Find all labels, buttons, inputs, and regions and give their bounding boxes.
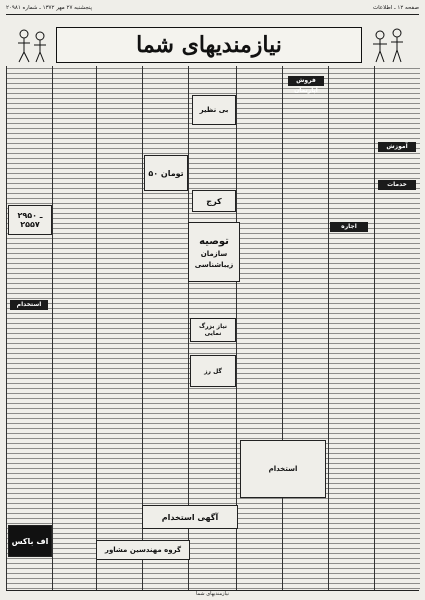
ad-brand-name: اف باکس — [11, 536, 49, 546]
section-header: اجاره — [330, 222, 368, 232]
ad-city: کرج — [206, 196, 222, 206]
column-text — [7, 66, 53, 590]
column-text — [283, 66, 329, 590]
section-header: فروش آپارتمان — [288, 76, 324, 86]
column-8 — [328, 66, 375, 590]
ad-heading: استخدام — [268, 465, 298, 473]
column-3 — [96, 66, 143, 590]
figures-illustration-right — [368, 26, 408, 64]
column-6 — [236, 66, 283, 590]
ad-box-phone — [8, 205, 52, 235]
column-1 — [6, 66, 53, 590]
column-text — [97, 66, 143, 590]
ad-price: ۵۰ تومان — [148, 168, 184, 178]
ad-box-karaj — [192, 190, 236, 212]
classifieds-header — [10, 24, 410, 64]
ad-heading: آگهی استخدام — [161, 512, 219, 522]
column-7 — [282, 66, 329, 590]
ad-box — [190, 318, 236, 342]
ad-box-hiring-large — [240, 440, 326, 498]
page-footer: نیازمندیهای شما — [6, 590, 419, 598]
column-text — [329, 66, 375, 590]
column-text — [237, 66, 283, 590]
section-header: استخدام — [10, 300, 48, 310]
section-header: خدمات — [378, 180, 416, 190]
page-header-bar — [6, 2, 419, 15]
classifieds-title: نیازمندیهای شما — [56, 27, 362, 63]
ad-box-price — [144, 155, 188, 191]
page-number: صفحه ۱۲ ـ اطلاعات — [372, 5, 419, 11]
ad-line: زیباشناسی — [194, 260, 234, 269]
ad-text: گل رز — [204, 367, 222, 375]
figures-illustration-left — [12, 26, 52, 64]
ad-box-recommendation — [188, 222, 240, 282]
column-text — [53, 66, 97, 590]
ad-line: سازمان — [200, 249, 228, 258]
column-2 — [52, 66, 97, 590]
ad-box-engineers — [96, 540, 190, 560]
ad-box — [190, 355, 236, 387]
ad-heading: گروه مهندسین مشاور — [104, 546, 182, 554]
ad-text: بی‌ نظیر — [199, 106, 229, 114]
ad-box-hiring — [142, 505, 238, 529]
section-header: آموزش — [378, 142, 416, 152]
ad-box — [192, 95, 236, 125]
issue-info: پنجشنبه ۲۷ مهر ۱۳۷۲ ـ شماره ۲۰۹۸۱ — [6, 5, 93, 11]
ad-title: توصیه — [199, 235, 229, 247]
ad-text: نیاز بزرگ نمایی — [198, 323, 228, 337]
ad-box-brand — [8, 525, 52, 557]
ad-phone-number: ۲۹۵۰ ـ ۲۵۵۷ — [17, 211, 43, 229]
